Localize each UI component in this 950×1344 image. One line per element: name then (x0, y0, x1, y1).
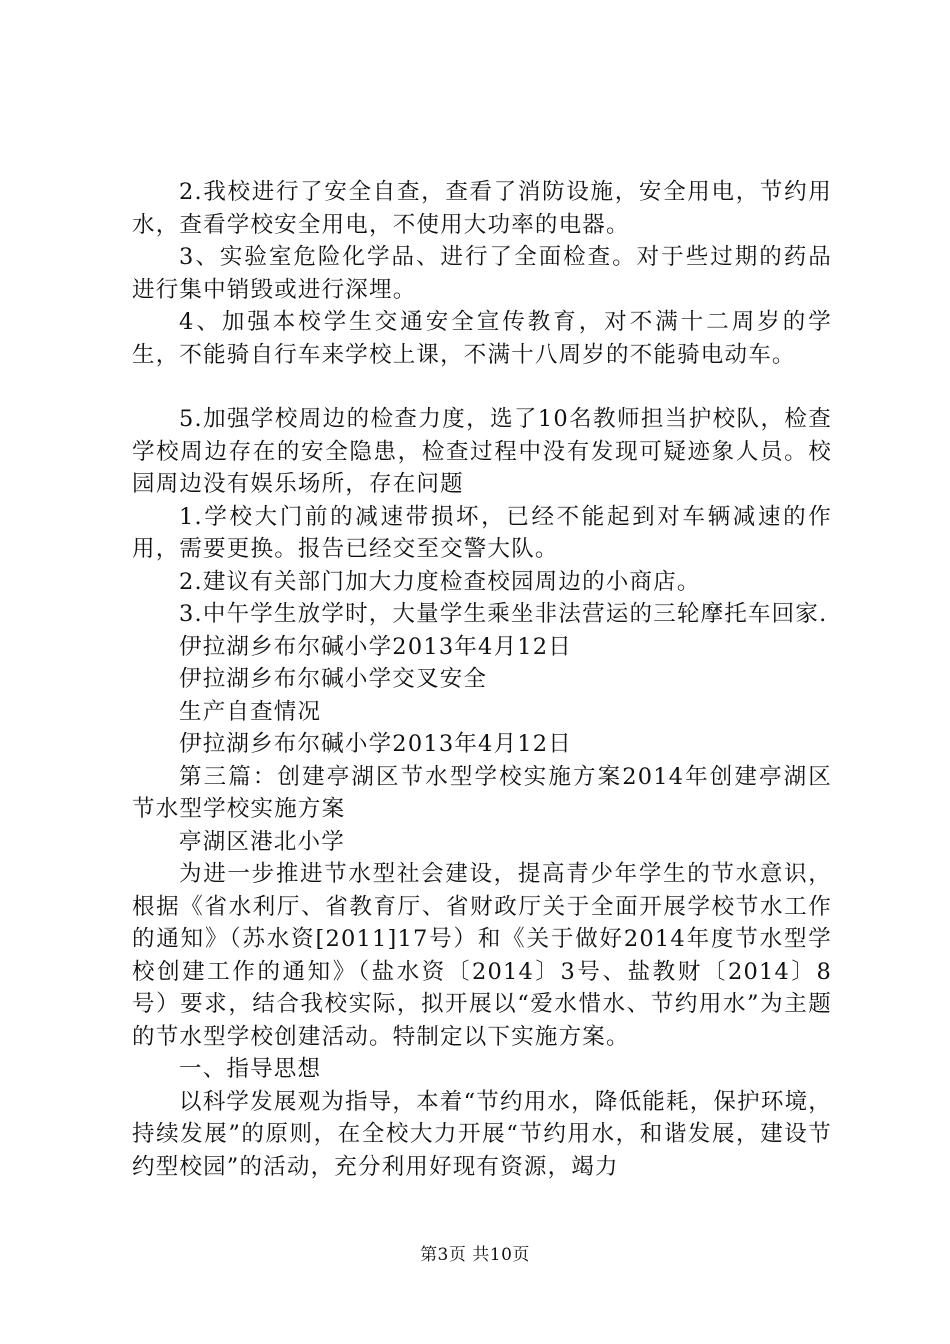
heading-guiding-ideology: 一、指导思想 (179, 1056, 322, 1082)
document-body (132, 176, 832, 1183)
paragraph-water-saving-intro: 为进一步推进节水型社会建设，提高青少年学生的节水意识，根据《省水利厅、省教育厅、省财政厅关于全面开展学校节水工作的通知》（苏水资[2011]17号）和《关于做好2014年度节水型学校创建工作的通知》（盐水资〔2014〕3号、盐教财〔2014〕8号）要求，结合我校实际，拟开展以“爱水惜水、节约用水”为主题的节水型学校创建活动。特制定以下实施方案。 (132, 861, 832, 1050)
paragraph-traffic-safety: 4、加强本校学生交通安全宣传教育，对不满十二周岁的学生，不能骑自行车来学校上课，不满十八周岁的不能骑电动车。 (132, 309, 832, 368)
report-title-line-1: 伊拉湖乡布尔碱小学交叉安全 (179, 666, 488, 692)
school-name: 亭湖区港北小学 (179, 828, 345, 855)
page-footer: 第3页 共10页 (420, 1245, 530, 1265)
signature-date-1: 伊拉湖乡布尔碱小学2013年4月12日 (179, 633, 573, 660)
signature-date-2: 伊拉湖乡布尔碱小学2013年4月12日 (179, 731, 573, 757)
blank-line (132, 371, 832, 403)
paragraph-guiding-ideology: 以科学发展观为指导，本着“节约用水，降低能耗，保护环境，持续发展”的原则，在全校大力开展“节约用水，和谐发展，建设节约型校园”的活动，充分利用好现有资源，竭力 (132, 1088, 832, 1180)
paragraph-safety-self-check: 2.我校进行了安全自查，查看了消防设施，安全用电，节约用水，查看学校安全用电，不使用大功率的电器。 (132, 179, 832, 238)
report-title-line-2: 生产自查情况 (179, 698, 322, 725)
paragraph-lab-chemicals: 3、实验室危险化学品、进行了全面检查。对于些过期的药品进行集中销毁或进行深埋。 (132, 244, 832, 303)
paragraph-speed-bump: 1.学校大门前的减速带损坏，已经不能起到对车辆减速的作用，需要更换。报告已经交至交警大队。 (132, 503, 832, 562)
section-three-heading: 第三篇：创建亭湖区节水型学校实施方案2014年创建亭湖区节水型学校实施方案 (132, 763, 832, 822)
paragraph-campus-surroundings: 5.加强学校周边的检查力度，选了10名教师担当护校队，检查学校周边存在的安全隐患，检查过程中没有发现可疑迹象人员。校园周边没有娱乐场所，存在问题 (132, 406, 832, 497)
paragraph-small-shops: 2.建议有关部门加大力度检查校园周边的小商店。 (179, 568, 701, 595)
paragraph-illegal-tricycles: 3.中午学生放学时，大量学生乘坐非法营运的三轮摩托车回家. (179, 601, 828, 627)
